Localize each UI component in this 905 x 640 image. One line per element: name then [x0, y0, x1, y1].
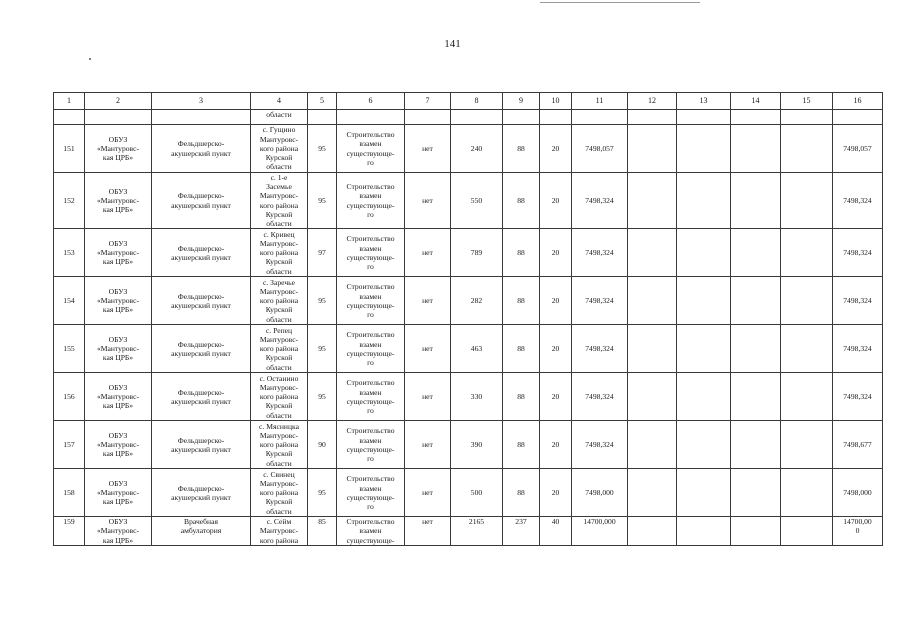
table-row [54, 373, 883, 421]
col-10-cell: 20 [540, 229, 572, 277]
header-row [54, 93, 883, 110]
facility-type-cell: Фельдшерско- акушерский пункт [152, 277, 251, 325]
col-7-cell: нет [405, 277, 451, 325]
column-header-5: 5 [308, 93, 337, 110]
col-12-cell [628, 277, 677, 325]
col-8-cell: 240 [451, 125, 503, 173]
row-number-cell: 157 [54, 421, 85, 469]
organization-cell: ОБУЗ «Мантуровс- кая ЦРБ» [85, 517, 152, 546]
facility-type-cell: Фельдшерско- акушерский пункт [152, 421, 251, 469]
column-header-1: 1 [54, 93, 85, 110]
column-header-7: 7 [405, 93, 451, 110]
col-9-cell: 88 [503, 373, 540, 421]
organization-cell: ОБУЗ «Мантуровс- кая ЦРБ» [85, 373, 152, 421]
col-5-cell: 95 [308, 469, 337, 517]
col-8-cell: 330 [451, 373, 503, 421]
column-header-2: 2 [85, 93, 152, 110]
col-9-cell: 237 [503, 517, 540, 546]
column-header-16: 16 [833, 93, 883, 110]
col-13-cell [677, 469, 731, 517]
col-12-cell [628, 325, 677, 373]
col-5-cell: 85 [308, 517, 337, 546]
col-9-cell: 88 [503, 173, 540, 229]
col-7-cell: нет [405, 373, 451, 421]
column-header-12: 12 [628, 93, 677, 110]
organization-cell: ОБУЗ «Мантуровс- кая ЦРБ» [85, 173, 152, 229]
location-cell: с. Репец Мантуровс- кого района Курской области [251, 325, 308, 373]
col-15-cell [781, 325, 833, 373]
col-14-cell [731, 421, 781, 469]
location-cell: с. Гущино Мантуровс- кого района Курской области [251, 125, 308, 173]
work-type-cell: Строительство взамен существующе- го [337, 373, 405, 421]
col-8-cell: 390 [451, 421, 503, 469]
column-header-9: 9 [503, 93, 540, 110]
total-cell: 7498,324 [833, 373, 883, 421]
facility-type-cell: Фельдшерско- акушерский пункт [152, 469, 251, 517]
location-cell: с. Сейм Мантуровс- кого района [251, 517, 308, 546]
table-row [54, 173, 883, 229]
row-number-cell: 159 [54, 517, 85, 546]
col-5-cell: 90 [308, 421, 337, 469]
col-5-cell: 95 [308, 125, 337, 173]
organization-cell: ОБУЗ «Мантуровс- кая ЦРБ» [85, 229, 152, 277]
work-type-cell: Строительство взамен существующе- го [337, 421, 405, 469]
col-13-cell [677, 277, 731, 325]
row-number-cell: 153 [54, 229, 85, 277]
data-table [53, 92, 883, 546]
col-10-cell: 20 [540, 125, 572, 173]
col-7-cell: нет [405, 173, 451, 229]
col-11-cell: 7498,324 [572, 173, 628, 229]
col-11-cell: 7498,324 [572, 373, 628, 421]
col-13-cell [677, 325, 731, 373]
col-5-cell: 97 [308, 229, 337, 277]
col-10-cell: 20 [540, 373, 572, 421]
table-row [54, 325, 883, 373]
page-number: 141 [444, 38, 461, 50]
facility-type-cell: Фельдшерско- акушерский пункт [152, 325, 251, 373]
col-15-cell [781, 173, 833, 229]
total-cell: 7498,057 [833, 125, 883, 173]
facility-type-cell: Фельдшерско- акушерский пункт [152, 373, 251, 421]
col-8-cell: 2165 [451, 517, 503, 546]
col-14-cell [731, 373, 781, 421]
col-14-cell [731, 517, 781, 546]
location-cell: с. Мясницка Мантуровс- кого района Курской области [251, 421, 308, 469]
total-cell: 7498,324 [833, 173, 883, 229]
col-12-cell [628, 469, 677, 517]
col-15-cell [781, 277, 833, 325]
total-cell: 7498,324 [833, 277, 883, 325]
column-header-3: 3 [152, 93, 251, 110]
col-13-cell [677, 421, 731, 469]
table-row [54, 421, 883, 469]
row-number-cell: 158 [54, 469, 85, 517]
col-7-cell: нет [405, 517, 451, 546]
organization-cell: ОБУЗ «Мантуровс- кая ЦРБ» [85, 325, 152, 373]
work-type-cell: Строительство взамен существующе- [337, 517, 405, 546]
table-row [54, 469, 883, 517]
col-8-cell: 282 [451, 277, 503, 325]
organization-cell: ОБУЗ «Мантуровс- кая ЦРБ» [85, 469, 152, 517]
continuation-row [54, 110, 883, 125]
column-header-6: 6 [337, 93, 405, 110]
col-11-cell: 7498,324 [572, 325, 628, 373]
col-14-cell [731, 125, 781, 173]
total-cell: 7498,000 [833, 469, 883, 517]
col-5-cell: 95 [308, 173, 337, 229]
row-number-cell: 156 [54, 373, 85, 421]
work-type-cell: Строительство взамен существующе- го [337, 325, 405, 373]
col-11-cell: 7498,000 [572, 469, 628, 517]
col-7-cell: нет [405, 325, 451, 373]
col-9-cell: 88 [503, 229, 540, 277]
facility-type-cell: Фельдшерско- акушерский пункт [152, 173, 251, 229]
col-12-cell [628, 517, 677, 546]
col-5-cell: 95 [308, 277, 337, 325]
table-row [54, 125, 883, 173]
organization-cell: ОБУЗ «Мантуровс- кая ЦРБ» [85, 277, 152, 325]
work-type-cell: Строительство взамен существующе- го [337, 277, 405, 325]
column-header-4: 4 [251, 93, 308, 110]
col-9-cell: 88 [503, 469, 540, 517]
col-8-cell: 789 [451, 229, 503, 277]
col-11-cell: 7498,057 [572, 125, 628, 173]
top-rule [540, 2, 700, 3]
col-5-cell: 95 [308, 373, 337, 421]
column-header-10: 10 [540, 93, 572, 110]
col-13-cell [677, 173, 731, 229]
col-15-cell [781, 421, 833, 469]
col-10-cell: 20 [540, 469, 572, 517]
location-cell: с. Свинец Мантуровс- кого района Курской области [251, 469, 308, 517]
column-header-8: 8 [451, 93, 503, 110]
row-number-cell: 154 [54, 277, 85, 325]
location-cell: с. Кривец Мантуровс- кого района Курской области [251, 229, 308, 277]
column-header-13: 13 [677, 93, 731, 110]
col-12-cell [628, 421, 677, 469]
col-15-cell [781, 469, 833, 517]
col-10-cell: 20 [540, 421, 572, 469]
col-5-cell: 95 [308, 325, 337, 373]
col-13-cell [677, 125, 731, 173]
col-13-cell [677, 229, 731, 277]
location-cell: с. Останино Мантуровс- кого района Курской области [251, 373, 308, 421]
col-10-cell: 40 [540, 517, 572, 546]
facility-type-cell: Фельдшерско- акушерский пункт [152, 229, 251, 277]
location-cell: с. Заречье Мантуровс- кого района Курской области [251, 277, 308, 325]
col-14-cell [731, 325, 781, 373]
col-7-cell: нет [405, 469, 451, 517]
col-11-cell: 14700,000 [572, 517, 628, 546]
location-cell: с. 1-е Засемье Мантуровс- кого района Курской области [251, 173, 308, 229]
total-cell: 14700,00 0 [833, 517, 883, 546]
column-header-14: 14 [731, 93, 781, 110]
col-12-cell [628, 373, 677, 421]
table-row [54, 229, 883, 277]
row-number-cell: 152 [54, 173, 85, 229]
row-number-cell: 155 [54, 325, 85, 373]
work-type-cell: Строительство взамен существующе- го [337, 229, 405, 277]
total-cell: 7498,324 [833, 229, 883, 277]
total-cell: 7498,324 [833, 325, 883, 373]
col-10-cell: 20 [540, 325, 572, 373]
work-type-cell: Строительство взамен существующе- го [337, 469, 405, 517]
col-10-cell: 20 [540, 173, 572, 229]
col-15-cell [781, 373, 833, 421]
facility-type-cell: Фельдшерско- акушерский пункт [152, 125, 251, 173]
col-13-cell [677, 517, 731, 546]
col-9-cell: 88 [503, 277, 540, 325]
col-14-cell [731, 229, 781, 277]
column-header-15: 15 [781, 93, 833, 110]
col-10-cell: 20 [540, 277, 572, 325]
continuation-location: области [251, 110, 308, 125]
col-14-cell [731, 173, 781, 229]
col-11-cell: 7498,324 [572, 421, 628, 469]
work-type-cell: Строительство взамен существующе- го [337, 125, 405, 173]
table-row [54, 277, 883, 325]
col-8-cell: 500 [451, 469, 503, 517]
col-15-cell [781, 229, 833, 277]
col-15-cell [781, 125, 833, 173]
facility-type-cell: Врачебная амбулатория [152, 517, 251, 546]
organization-cell: ОБУЗ «Мантуровс- кая ЦРБ» [85, 421, 152, 469]
row-number-cell: 151 [54, 125, 85, 173]
col-12-cell [628, 125, 677, 173]
col-7-cell: нет [405, 125, 451, 173]
col-9-cell: 88 [503, 421, 540, 469]
col-7-cell: нет [405, 229, 451, 277]
col-8-cell: 550 [451, 173, 503, 229]
table-row [54, 517, 883, 546]
col-11-cell: 7498,324 [572, 229, 628, 277]
col-8-cell: 463 [451, 325, 503, 373]
col-9-cell: 88 [503, 325, 540, 373]
col-11-cell: 7498,324 [572, 277, 628, 325]
total-cell: 7498,677 [833, 421, 883, 469]
col-14-cell [731, 277, 781, 325]
col-12-cell [628, 229, 677, 277]
organization-cell: ОБУЗ «Мантуровс- кая ЦРБ» [85, 125, 152, 173]
col-13-cell [677, 373, 731, 421]
work-type-cell: Строительство взамен существующе- го [337, 173, 405, 229]
scan-dot [89, 58, 91, 60]
col-9-cell: 88 [503, 125, 540, 173]
col-15-cell [781, 517, 833, 546]
col-14-cell [731, 469, 781, 517]
col-12-cell [628, 173, 677, 229]
column-header-11: 11 [572, 93, 628, 110]
col-7-cell: нет [405, 421, 451, 469]
